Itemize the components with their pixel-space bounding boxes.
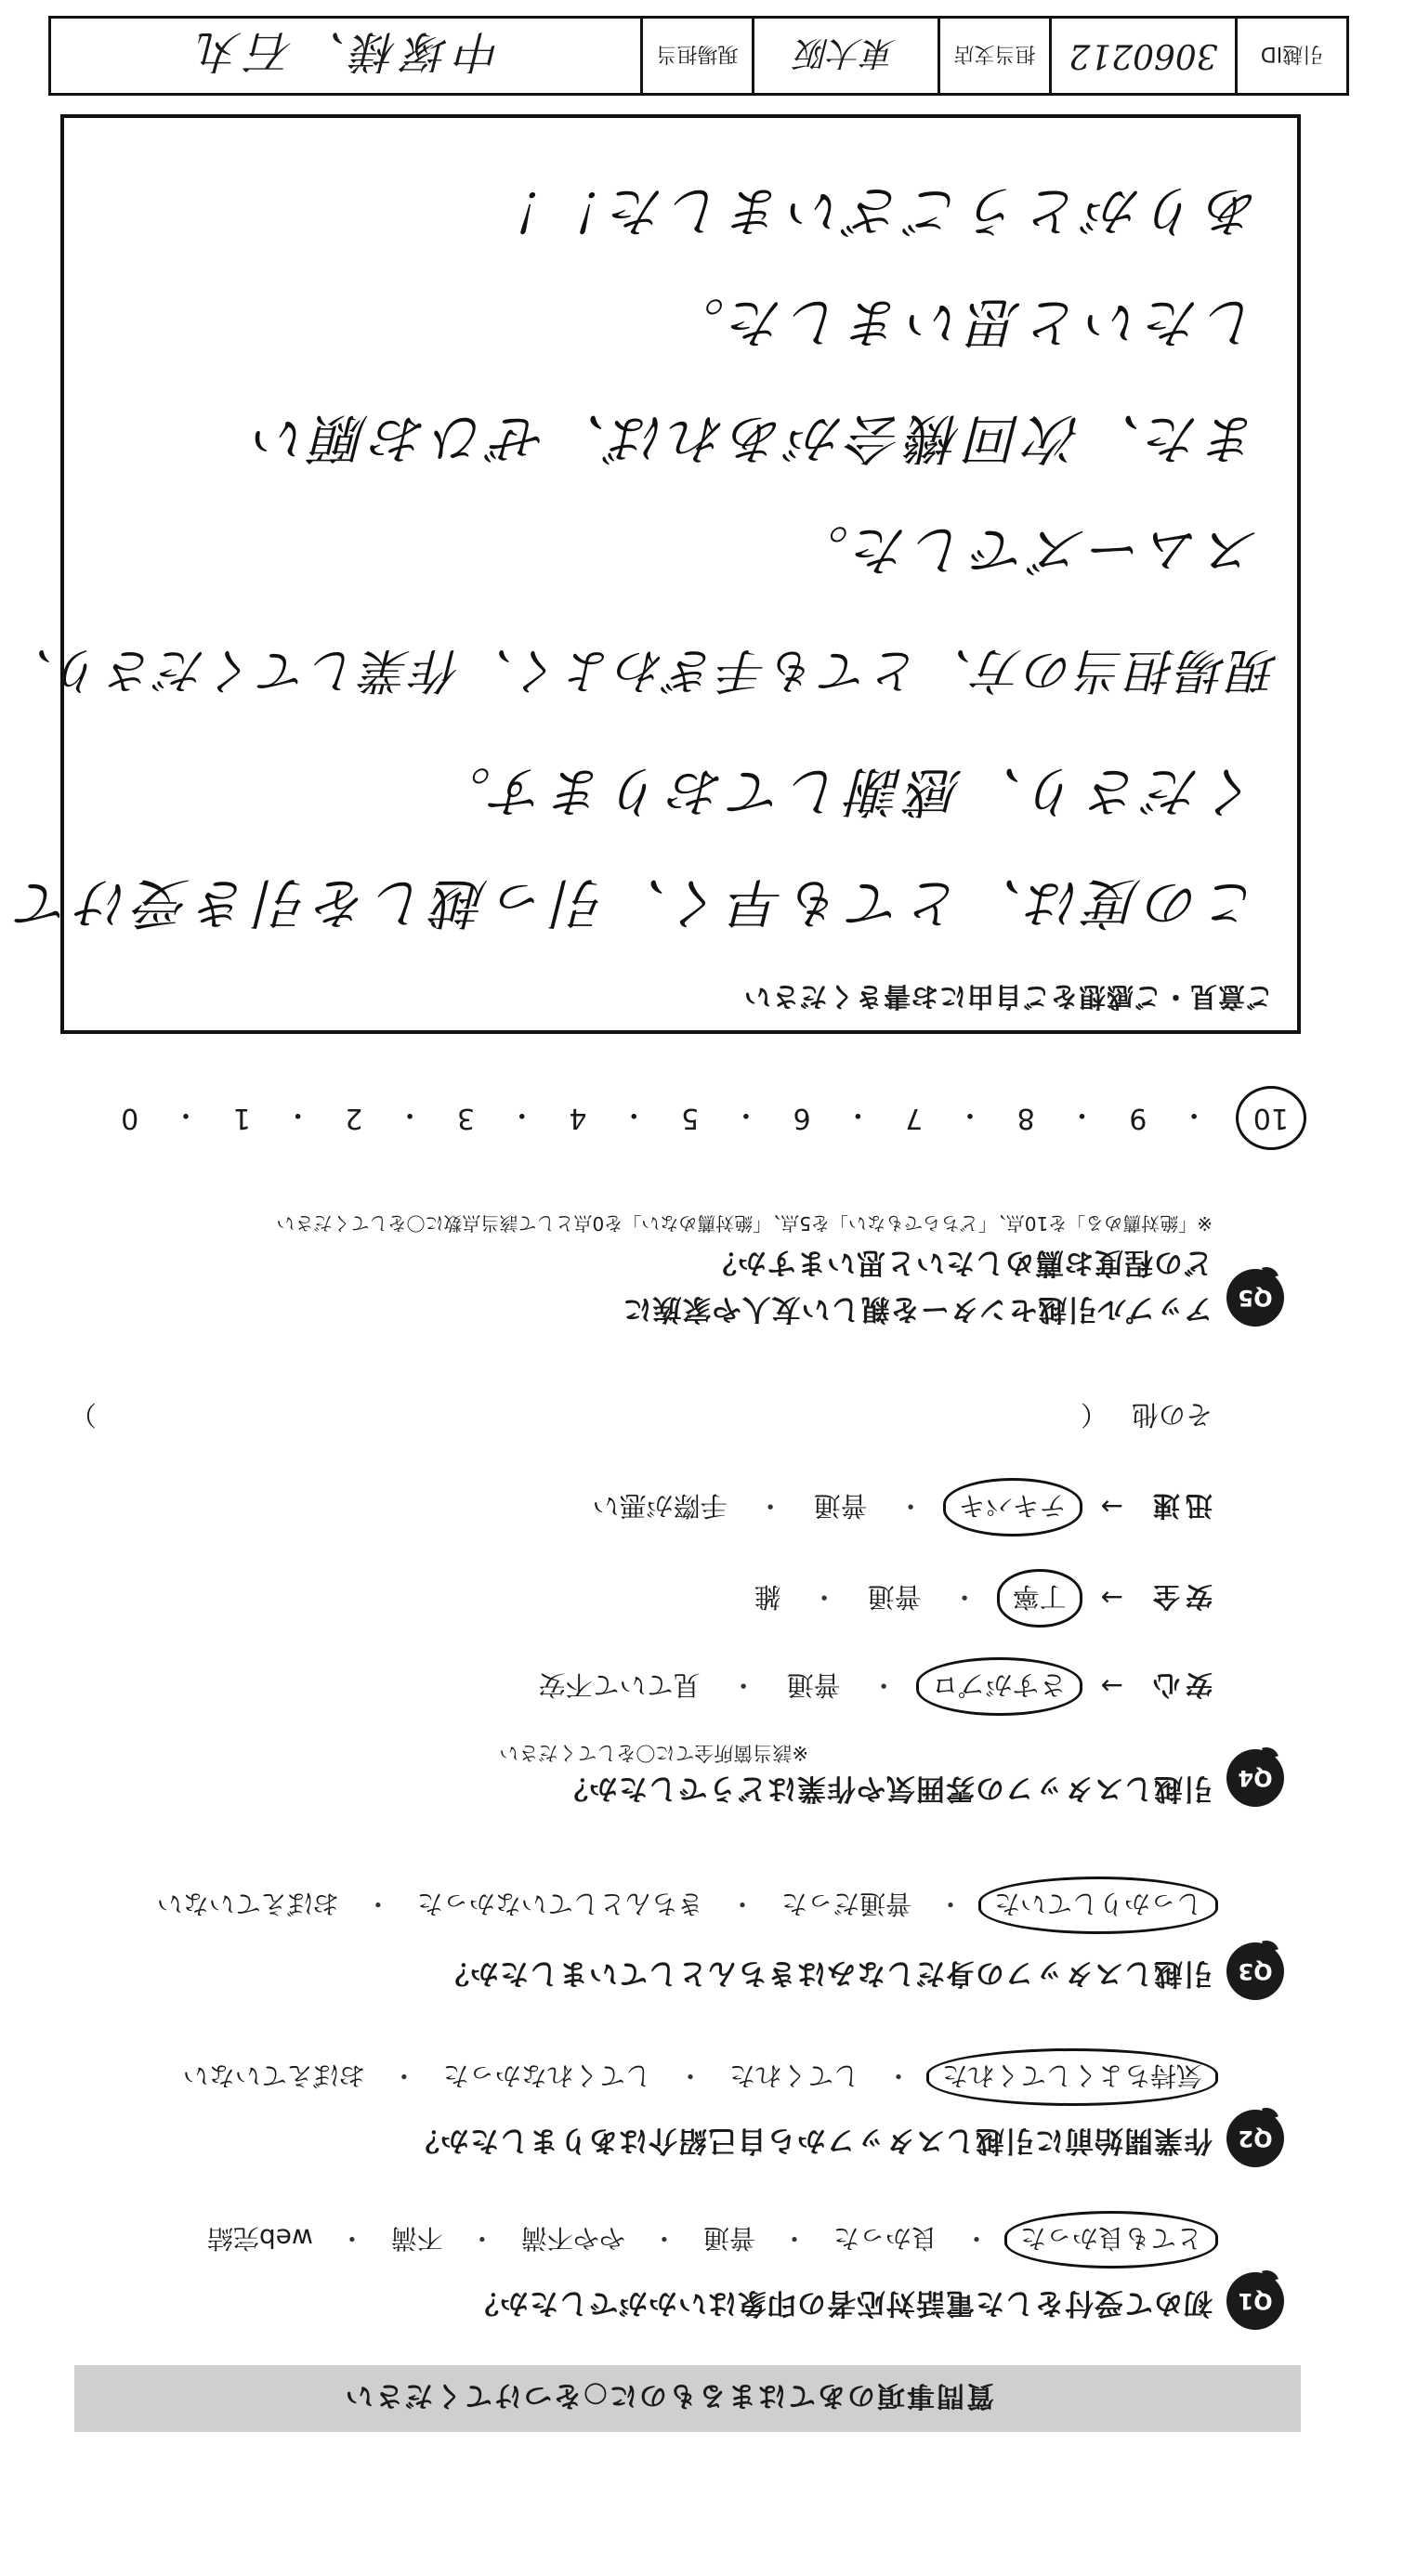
q4-category-speed: 迅速	[1147, 1490, 1213, 1522]
q2-options: 気持ちよくしてくれた ・ してくれた ・ してくれなかった ・ おぼえていない	[177, 2057, 1213, 2098]
scale-dot: ・	[1180, 1098, 1209, 1131]
handwritten-line: また、次回機会があれば、ぜひお願い	[248, 407, 1260, 470]
q5-score-10[interactable]: 10	[1236, 1086, 1306, 1150]
handwritten-line: スムーズでした。	[789, 518, 1260, 582]
q3-badge: Q3	[1226, 1942, 1284, 2000]
q1-question: 初めて受付をした電話対応者の印象はいかがでしたか？	[469, 2286, 1213, 2320]
q5-score-2[interactable]: 2	[345, 1102, 363, 1134]
q5-score-4[interactable]: 4	[569, 1102, 587, 1134]
handwritten-line: したいと思いました。	[664, 291, 1260, 354]
q4-other-paren-open: （	[1080, 1399, 1108, 1431]
q4-option-efficient[interactable]: テキパキ	[943, 1478, 1082, 1536]
q3-question: 引越しスタッフの身だしなみはきちんとしていましたか？	[439, 1956, 1213, 1990]
q4-option-normal-2[interactable]: 普通	[867, 1581, 922, 1613]
scale-dot: ・	[396, 1098, 425, 1131]
scale-dot: ・	[731, 1098, 760, 1131]
q3-option-not-neat[interactable]: きちんとしていなかった	[416, 1889, 703, 1919]
q1-option-dissatisfied[interactable]: 不満	[390, 2223, 443, 2254]
scale-dot: ・	[507, 1098, 536, 1131]
scale-dot: ・	[1068, 1098, 1096, 1131]
q4-other-paren-close: ）	[70, 1399, 98, 1431]
q4-option-careful[interactable]: 丁寧	[997, 1569, 1082, 1628]
q1-options: とても良かった ・ 良かった ・ 普通 ・ やや不満 ・ 不満 ・ web完結	[202, 2219, 1213, 2260]
handwritten-line: 現場担当の方、とても手ぎわよく、作業してくださり、	[2, 642, 1278, 698]
q4-option-normal-1[interactable]: 普通	[786, 1669, 841, 1701]
q5-score-5[interactable]: 5	[681, 1102, 700, 1134]
q1-option-somewhat-dissatisfied[interactable]: やや不満	[520, 2223, 625, 2254]
q1-option-normal[interactable]: 普通	[702, 2223, 755, 2254]
q5-score-7[interactable]: 7	[905, 1102, 924, 1134]
q4-option-pro[interactable]: さすがプロ	[916, 1657, 1082, 1716]
q1-option-very-good[interactable]: とても良かった	[1004, 2211, 1218, 2269]
id-value: 3060212	[1049, 19, 1235, 93]
q4-option-normal-3[interactable]: 普通	[813, 1490, 868, 1522]
q4-row-safety: 安全 → 丁寧 ・ 普通 ・ 雑	[749, 1577, 1213, 1619]
q4-category-reassurance: 安心	[1147, 1669, 1213, 1701]
q5-score-3[interactable]: 3	[456, 1102, 475, 1134]
q1-badge: Q1	[1226, 2272, 1284, 2330]
q5-score-6[interactable]: 6	[793, 1102, 811, 1134]
arrow-right-icon: →	[1100, 1670, 1123, 1703]
comment-title: ご意見・ご感想をご自由にお書きください	[742, 981, 1273, 1013]
q2-badge: Q2	[1226, 2110, 1284, 2167]
q2-question: 作業開始前に引越しスタッフから自己紹介はありましたか？	[410, 2124, 1213, 2157]
instruction-banner: 質問事項のあてはまるものに○をつけてください	[74, 2365, 1301, 2432]
q2-option-did-not[interactable]: してくれなかった	[442, 2060, 651, 2091]
handwritten-line: くださり、感謝しております。	[431, 760, 1260, 823]
meta-row	[48, 16, 1349, 96]
branch-value: 東大阪	[752, 19, 938, 93]
q5-score-8[interactable]: 8	[1016, 1102, 1035, 1134]
leader-label: 現場担当	[640, 19, 752, 93]
q5-question-line2: どの程度お薦めしたいと思いますか？	[707, 1246, 1213, 1279]
handwritten-line: この度は、とても早く、引っ越しを引き受けて	[12, 871, 1260, 935]
q4-other	[70, 1397, 1213, 1435]
q4-note: ※該当箇所全てに〇をしてください	[499, 1742, 808, 1764]
q4-other-label: その他	[1131, 1399, 1213, 1431]
q1-option-web[interactable]: web完結	[206, 2223, 313, 2254]
scale-dot: ・	[844, 1098, 872, 1131]
q2-option-pleasant[interactable]: 気持ちよくしてくれた	[926, 2048, 1218, 2106]
q5-question-line1: アップル引越センターを親しい友人や家族に	[622, 1292, 1213, 1326]
q2-option-did[interactable]: してくれた	[728, 2060, 859, 2091]
q2-option-dont-remember[interactable]: おぼえていない	[182, 2060, 365, 2091]
q3-option-dont-remember[interactable]: おぼえていない	[156, 1889, 339, 1919]
scale-dot: ・	[620, 1098, 649, 1131]
q5-score-0[interactable]: 0	[121, 1102, 139, 1134]
q5-note: ※「絶対薦める」を10点、「どちらでもない」を5点、「絶対薦めない」を0点として該当点数に〇をしてください	[276, 1212, 1213, 1235]
scale-dot: ・	[283, 1098, 312, 1131]
q4-question: 引越しスタッフの雰囲気や作業はどうでしたか？	[558, 1772, 1213, 1805]
q4-option-clumsy[interactable]: 手際が悪い	[592, 1490, 728, 1522]
arrow-right-icon: →	[1100, 1582, 1123, 1615]
q5-score-9[interactable]: 9	[1129, 1102, 1147, 1134]
q4-option-anxious[interactable]: 見ていて不安	[538, 1669, 701, 1701]
q3-option-normal[interactable]: 普通だった	[780, 1889, 911, 1919]
q4-badge: Q4	[1226, 1749, 1284, 1807]
q5-badge: Q5	[1226, 1269, 1284, 1327]
q4-option-rough[interactable]: 雑	[754, 1581, 781, 1613]
arrow-right-icon: →	[1100, 1491, 1123, 1523]
comment-box[interactable]	[2, 114, 1301, 1034]
scale-dot: ・	[955, 1098, 984, 1131]
q4-row-speed: 迅速 → テキパキ ・ 普通 ・ 手際が悪い	[587, 1486, 1213, 1528]
leader-value: 中塚様、石丸	[190, 25, 503, 78]
q4-row-reassurance: 安心 → さすがプロ ・ 普通 ・ 見ていて不安	[533, 1666, 1213, 1707]
id-label: 引越ID	[1235, 19, 1346, 93]
q5-score-1[interactable]: 1	[232, 1102, 251, 1134]
q4-category-safety: 安全	[1147, 1581, 1213, 1613]
q5-scale	[121, 1095, 1301, 1141]
q3-options: しっかりしていた ・ 普通だった ・ きちんとしていなかった ・ おぼえていない	[151, 1885, 1213, 1926]
branch-label: 担当支店	[938, 19, 1049, 93]
handwritten-line: ありがとうございました！！	[486, 179, 1260, 242]
q3-option-neat[interactable]: しっかりしていた	[978, 1876, 1218, 1934]
scale-dot: ・	[172, 1098, 201, 1131]
q1-option-good[interactable]: 良かった	[833, 2223, 938, 2254]
